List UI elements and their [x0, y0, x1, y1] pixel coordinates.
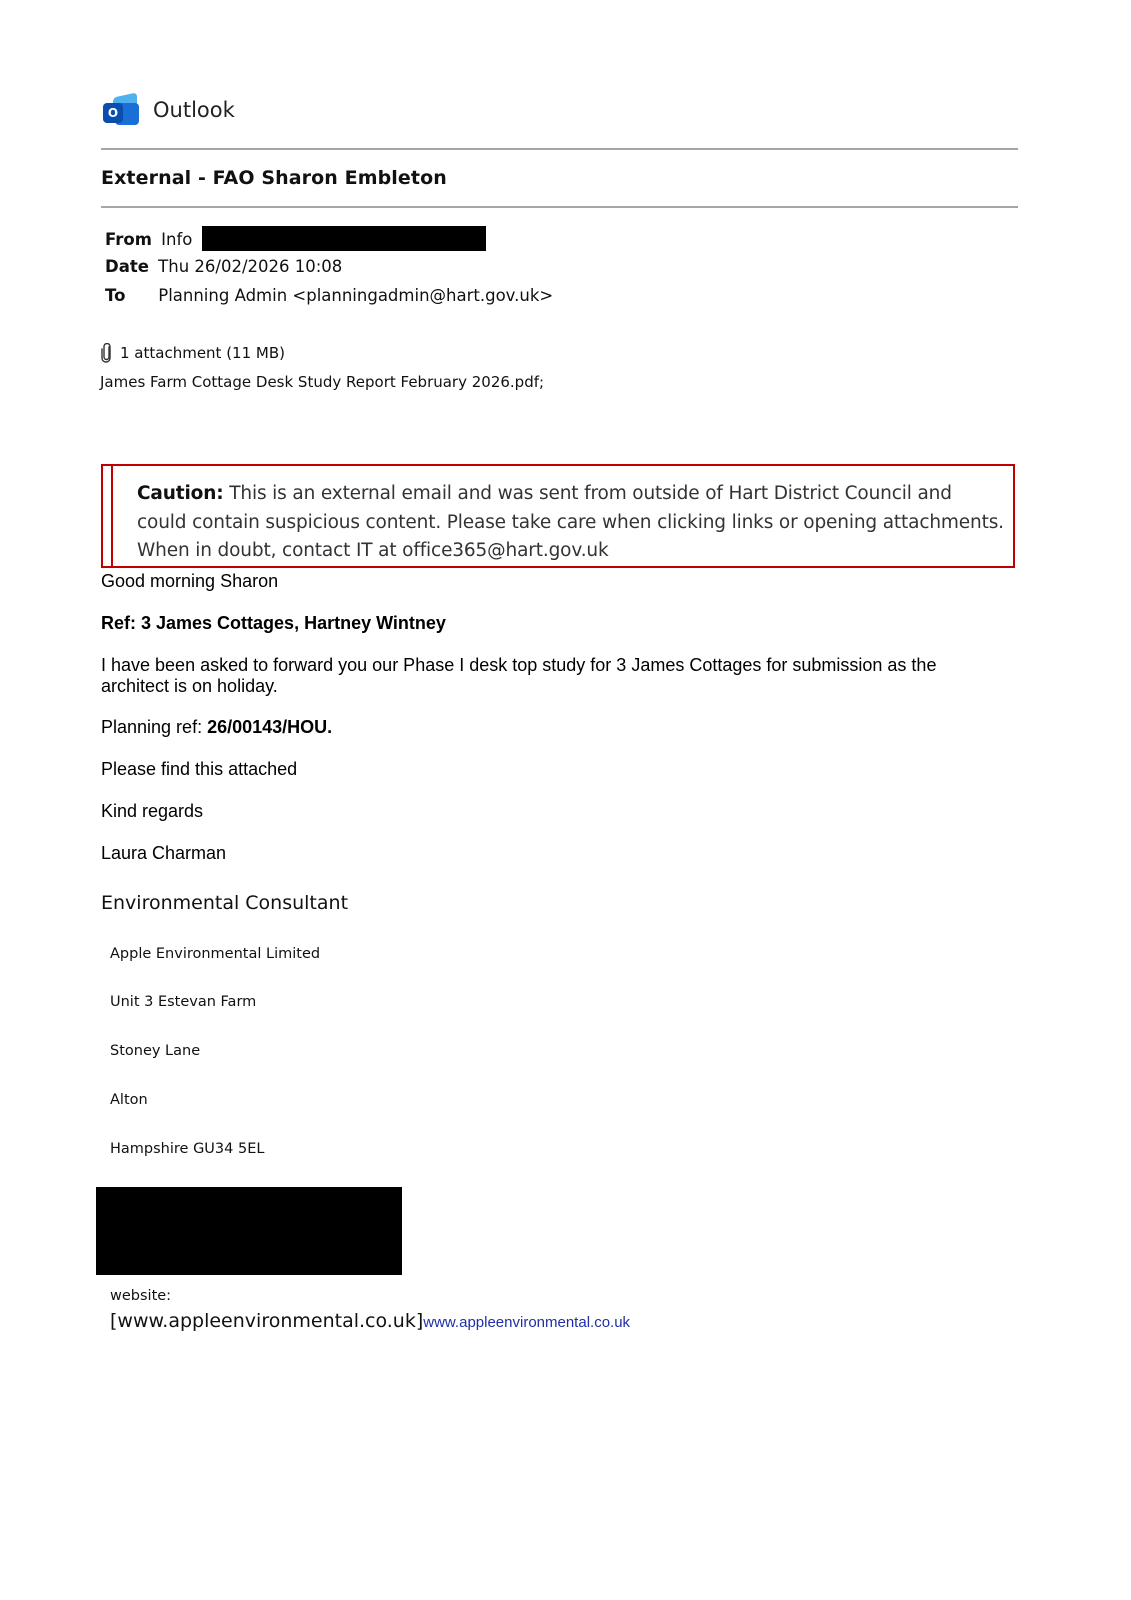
- address-line: Alton: [110, 1092, 148, 1108]
- subject-divider: [101, 206, 1018, 208]
- planning-ref-line: [101, 717, 332, 738]
- date-value: Thu 26/02/2026 10:08: [158, 257, 343, 276]
- from-row: [105, 226, 486, 251]
- redacted-sender-address: [202, 226, 486, 251]
- address-line: Unit 3 Estevan Farm: [110, 994, 257, 1010]
- sender-name: Laura Charman: [101, 843, 227, 863]
- from-value[interactable]: Info: [161, 230, 193, 249]
- address-line: Hampshire GU34 5EL: [110, 1141, 265, 1157]
- external-email-caution-banner: [101, 464, 1015, 568]
- planning-ref-label: Planning ref:: [101, 717, 208, 737]
- closing: Kind regards: [101, 801, 204, 821]
- attachment-summary: 1 attachment (11 MB): [120, 344, 285, 362]
- to-row: [105, 286, 553, 305]
- outlook-logo-icon: O: [103, 93, 139, 127]
- date-label: Date: [105, 257, 149, 276]
- app-name: Outlook: [153, 98, 235, 122]
- website-label: website:: [110, 1288, 172, 1304]
- redacted-contact-block: [96, 1187, 402, 1275]
- to-label: To: [105, 286, 126, 305]
- attachment-summary-row[interactable]: [100, 343, 285, 363]
- signature-title: Environmental Consultant: [101, 892, 349, 914]
- to-value[interactable]: Planning Admin <planningadmin@hart.gov.uk>: [158, 286, 554, 305]
- app-header: [103, 92, 235, 128]
- from-label: From: [105, 230, 152, 249]
- caution-bar: [111, 466, 113, 566]
- paperclip-icon: [100, 343, 114, 363]
- body-paragraph: I have been asked to forward you our Phase I desk top study for 3 James Cottages for submission as the architect is on holiday.: [101, 655, 937, 696]
- planning-ref-value: 26/00143/HOU.: [207, 717, 333, 737]
- header-divider: [101, 148, 1018, 150]
- caution-text: This is an external email and was sent from outside of Hart District Council and could contain suspicious content. Please take care when clicking links or opening attachments. When in doubt, contact IT at office365@hart.gov.uk: [137, 483, 1004, 561]
- address-line: Apple Environmental Limited: [110, 946, 321, 962]
- caution-message: [137, 480, 1005, 566]
- attachment-file-name[interactable]: James Farm Cottage Desk Study Report February 2026.pdf;: [100, 373, 545, 391]
- greeting: Good morning Sharon: [101, 571, 279, 591]
- address-line: Stoney Lane: [110, 1043, 201, 1059]
- reference-line: Ref: 3 James Cottages, Hartney Wintney: [101, 613, 446, 633]
- website-bracket-text: [www.appleenvironmental.co.uk]: [110, 1310, 424, 1332]
- date-row: [105, 257, 342, 276]
- website-link[interactable]: www.appleenvironmental.co.uk: [423, 1314, 631, 1331]
- email-subject: External - FAO Sharon Embleton: [101, 167, 447, 189]
- website-row: [110, 1310, 630, 1332]
- caution-label: Caution:: [137, 483, 224, 504]
- attached-line: Please find this attached: [101, 759, 298, 779]
